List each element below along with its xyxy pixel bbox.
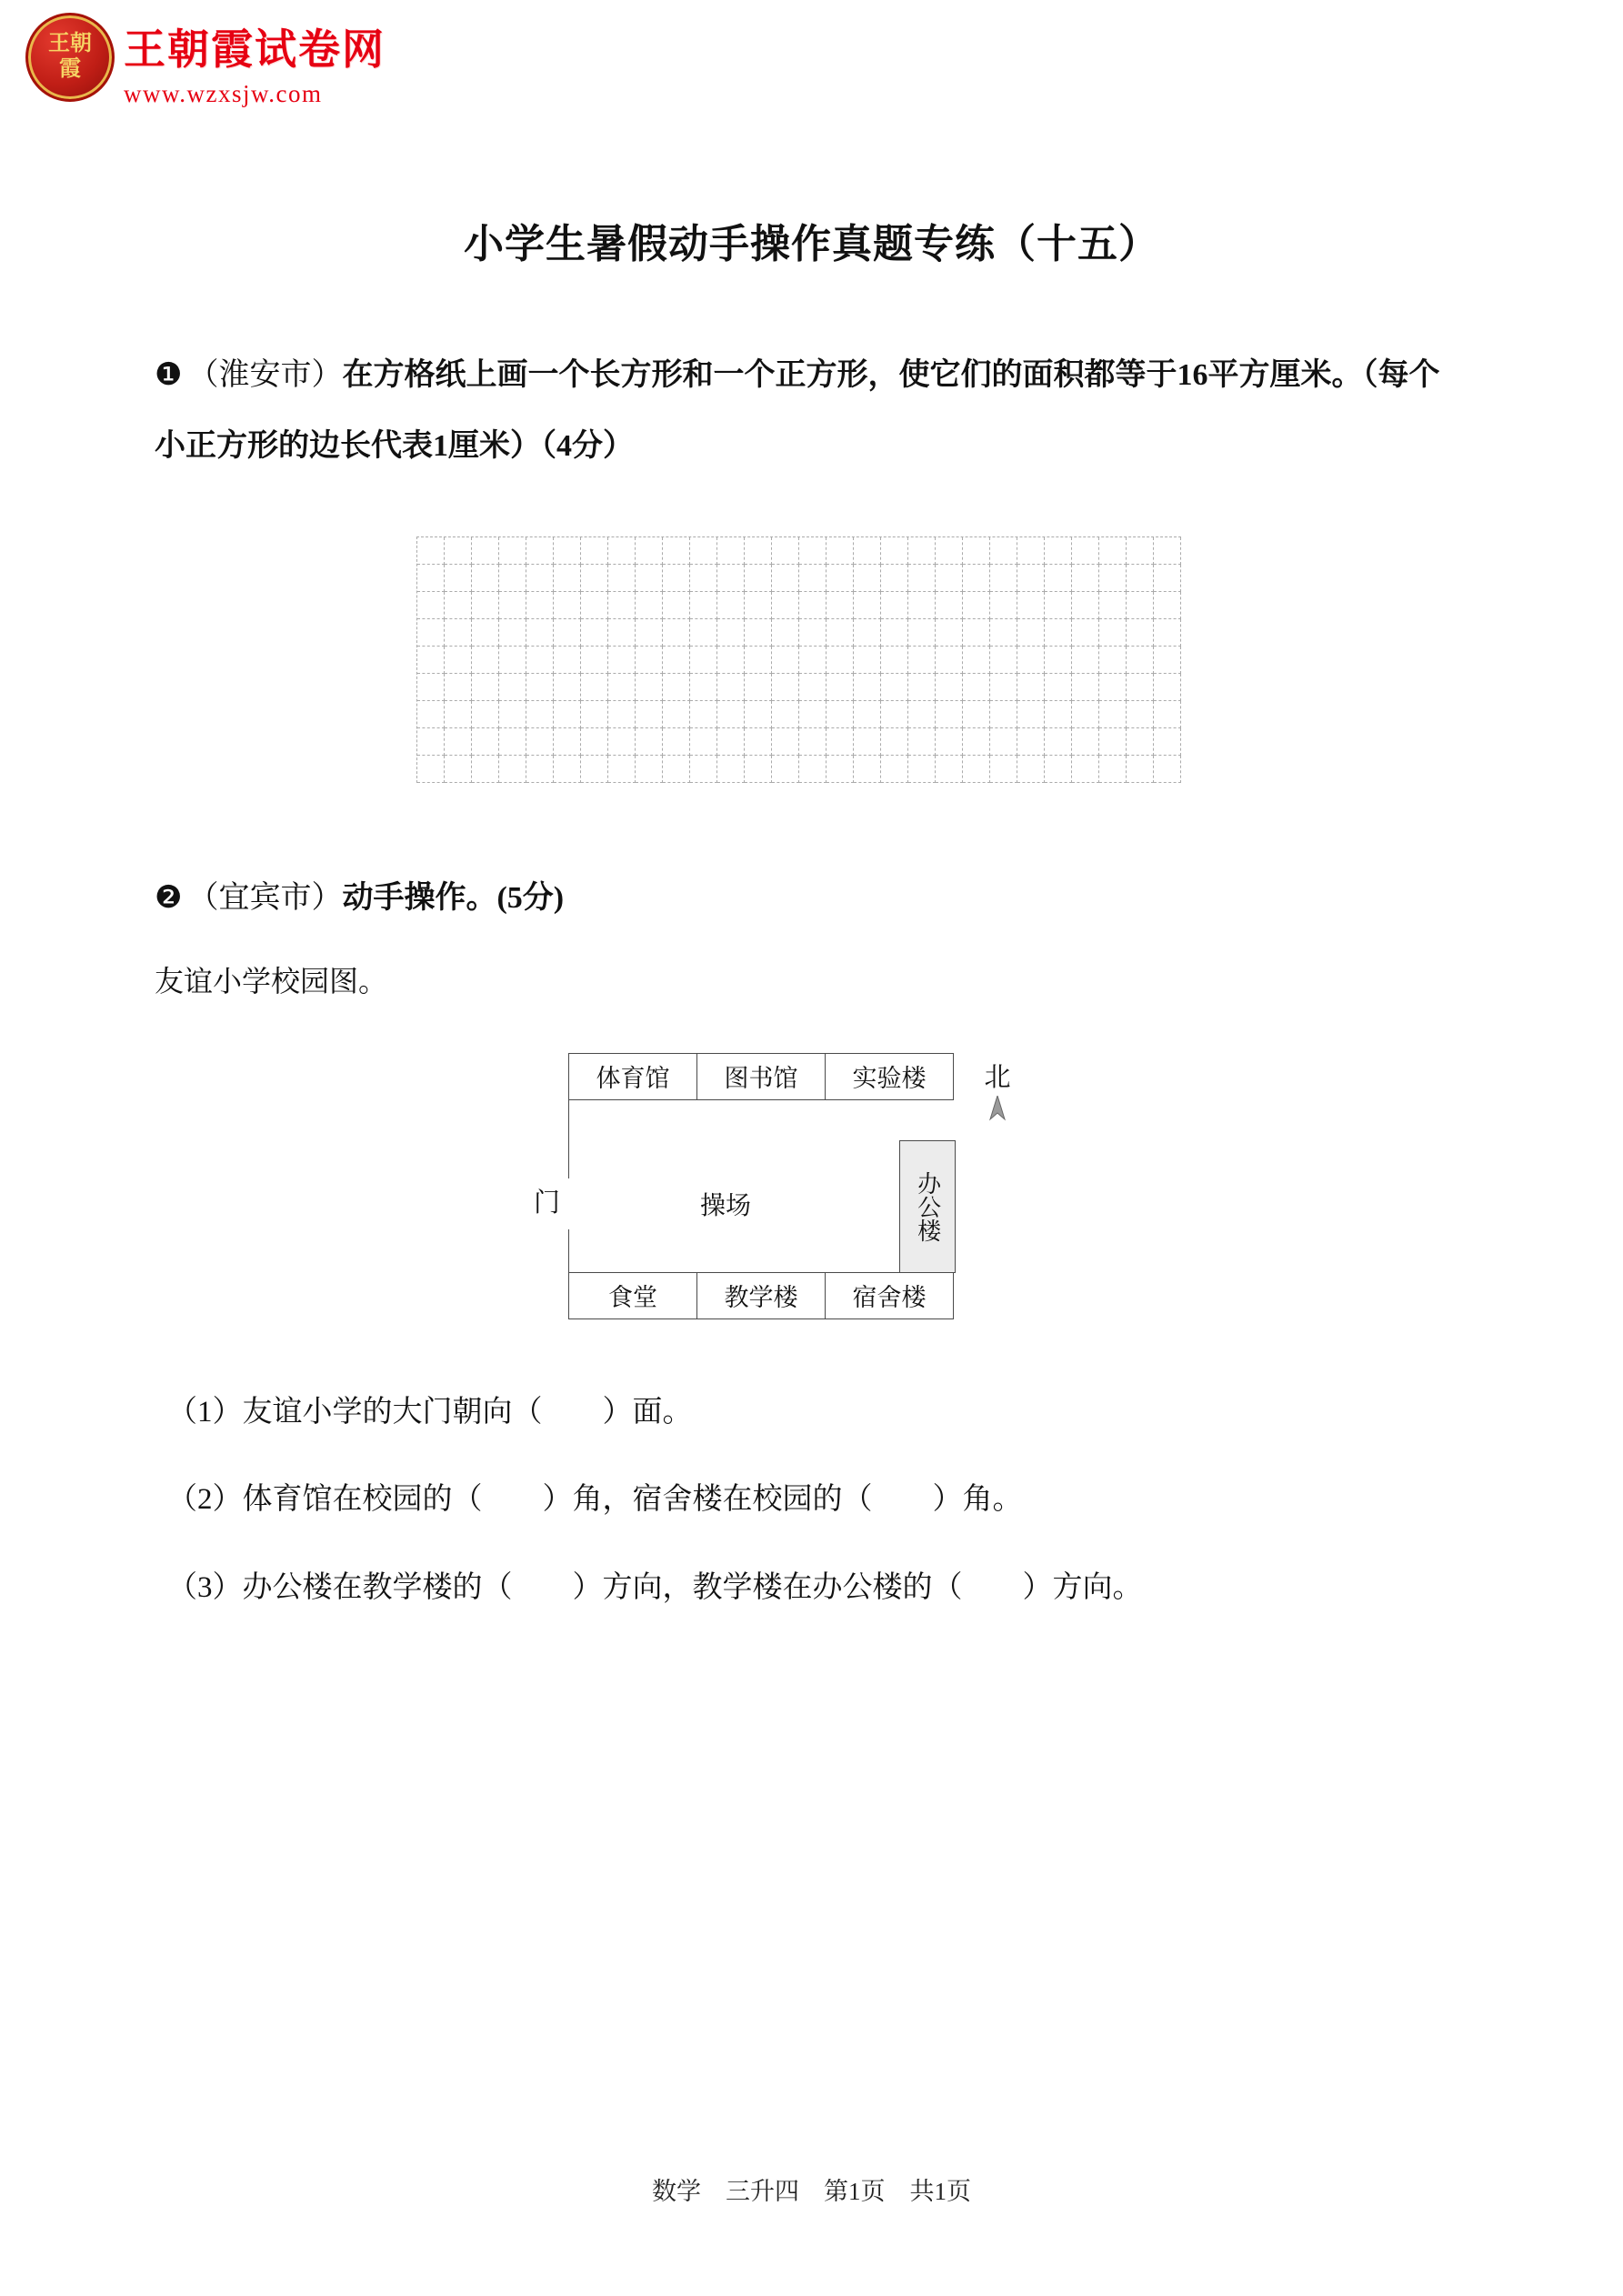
- grid-cell: [990, 619, 1017, 647]
- grid-cell: [690, 592, 717, 619]
- grid-cell: [417, 592, 445, 619]
- brand-name: 王朝霞试卷网: [124, 26, 386, 73]
- site-logo: [25, 13, 386, 108]
- grid-cell: [1045, 647, 1072, 674]
- grid-cell: [1099, 701, 1127, 728]
- grid-cell: [772, 728, 799, 756]
- grid-cell: [526, 756, 554, 783]
- grid-cell: [1154, 592, 1181, 619]
- grid-cell: [608, 728, 636, 756]
- grid-cell: [854, 592, 881, 619]
- grid-cell: [717, 728, 745, 756]
- grid-cell: [963, 728, 990, 756]
- grid-cell: [663, 537, 690, 565]
- grid-cell: [1099, 592, 1127, 619]
- grid-cell: [1017, 701, 1045, 728]
- grid-cell: [526, 565, 554, 592]
- grid-cell: [499, 592, 526, 619]
- question-2-number: ❷: [155, 881, 183, 916]
- grid-cell: [608, 701, 636, 728]
- grid-cell: [526, 619, 554, 647]
- grid-cell: [963, 701, 990, 728]
- grid-cell: [990, 647, 1017, 674]
- grid-cell: [445, 756, 472, 783]
- grid-cell: [417, 619, 445, 647]
- grid-cell: [963, 674, 990, 701]
- grid-cell: [554, 756, 581, 783]
- grid-cell: [690, 619, 717, 647]
- grid-cell: [936, 728, 963, 756]
- grid-cell: [417, 537, 445, 565]
- grid-cell: [417, 565, 445, 592]
- grid-cell: [1072, 756, 1099, 783]
- grid-cell: [1017, 565, 1045, 592]
- grid-cell: [854, 565, 881, 592]
- grid-cell: [1154, 674, 1181, 701]
- grid-cell: [526, 701, 554, 728]
- grid-cell: [990, 701, 1017, 728]
- grid-cell: [499, 674, 526, 701]
- sub-question-1: （1）友谊小学的大门朝向（ ）面。: [167, 1395, 693, 1429]
- grid-cell: [963, 565, 990, 592]
- grid-cell: [881, 592, 908, 619]
- grid-cell: [881, 537, 908, 565]
- grid-cell: [1072, 701, 1099, 728]
- grid-cell: [581, 674, 608, 701]
- grid-cell: [908, 537, 936, 565]
- grid-cell: [581, 728, 608, 756]
- compass-north-label: 北: [984, 1062, 1011, 1092]
- grid-cell: [936, 619, 963, 647]
- grid-cell: [799, 537, 827, 565]
- grid-cell: [1017, 619, 1045, 647]
- grid-cell: [445, 701, 472, 728]
- grid-cell: [608, 619, 636, 647]
- grid-cell: [799, 619, 827, 647]
- grid-paper: [416, 536, 1181, 783]
- grid-cell: [636, 565, 663, 592]
- grid-cell: [663, 592, 690, 619]
- question-2-source: （宜宾市）: [187, 881, 343, 916]
- grid-cell: [1045, 592, 1072, 619]
- grid-cell: [1072, 537, 1099, 565]
- grid-cell: [745, 701, 772, 728]
- grid-cell: [936, 565, 963, 592]
- grid-cell: [772, 674, 799, 701]
- grid-cell: [1072, 565, 1099, 592]
- grid-cell: [1017, 647, 1045, 674]
- grid-cell: [936, 756, 963, 783]
- grid-cell: [717, 537, 745, 565]
- grid-cell: [963, 619, 990, 647]
- grid-cell: [772, 647, 799, 674]
- grid-cell: [1072, 592, 1099, 619]
- grid-cell: [663, 647, 690, 674]
- sub-questions: [167, 1389, 1468, 1612]
- grid-cell: [1045, 565, 1072, 592]
- grid-cell: [581, 537, 608, 565]
- map-building-library: 图书馆: [696, 1053, 826, 1100]
- grid-cell: [799, 701, 827, 728]
- grid-cell: [1017, 592, 1045, 619]
- grid-cell: [854, 756, 881, 783]
- grid-cell: [636, 619, 663, 647]
- grid-cell: [799, 728, 827, 756]
- grid-cell: [581, 592, 608, 619]
- grid-cell: [881, 619, 908, 647]
- grid-cell: [445, 619, 472, 647]
- grid-cell: [663, 674, 690, 701]
- grid-cell: [827, 537, 854, 565]
- grid-cell: [1154, 619, 1181, 647]
- grid-cell: [799, 674, 827, 701]
- grid-cell: [745, 756, 772, 783]
- grid-cell: [417, 701, 445, 728]
- grid-cell: [581, 619, 608, 647]
- grid-cell: [1072, 674, 1099, 701]
- grid-cell: [1127, 537, 1154, 565]
- grid-cell: [1127, 619, 1154, 647]
- grid-cell: [636, 537, 663, 565]
- grid-cell: [1099, 647, 1127, 674]
- grid-cell: [1045, 674, 1072, 701]
- grid-cell: [526, 592, 554, 619]
- brand-url: www.wzxsjw.com: [124, 80, 323, 107]
- grid-cell: [799, 565, 827, 592]
- grid-cell: [636, 647, 663, 674]
- grid-cell: [1045, 728, 1072, 756]
- grid-cell: [1072, 728, 1099, 756]
- grid-cell: [827, 565, 854, 592]
- grid-cell: [417, 756, 445, 783]
- grid-cell: [1127, 701, 1154, 728]
- grid-cell: [854, 619, 881, 647]
- page-title: 小学生暑假动手操作真题专练（十五）: [464, 222, 1159, 266]
- grid-cell: [745, 619, 772, 647]
- map-bottom-row: [568, 1272, 954, 1319]
- grid-cell: [554, 565, 581, 592]
- grid-cell: [690, 701, 717, 728]
- north-arrow-icon: [989, 1096, 1006, 1121]
- grid-cell: [881, 701, 908, 728]
- grid-cell: [1154, 647, 1181, 674]
- grid-cell: [1099, 565, 1127, 592]
- grid-cell: [663, 619, 690, 647]
- grid-cell: [554, 537, 581, 565]
- grid-cell: [717, 592, 745, 619]
- grid-cell: [581, 647, 608, 674]
- grid-cell: [717, 674, 745, 701]
- grid-cell: [745, 537, 772, 565]
- grid-cell: [663, 701, 690, 728]
- grid-cell: [963, 592, 990, 619]
- grid-cell: [881, 674, 908, 701]
- grid-cell: [1017, 756, 1045, 783]
- grid-cell: [608, 756, 636, 783]
- grid-cell: [854, 674, 881, 701]
- grid-cell: [908, 674, 936, 701]
- question-1-number: ❶: [155, 358, 183, 392]
- grid-cell: [881, 756, 908, 783]
- question-2: [155, 863, 1468, 934]
- grid-cell: [690, 537, 717, 565]
- grid-cell: [417, 728, 445, 756]
- map-building-canteen: 食堂: [568, 1272, 697, 1319]
- grid-cell: [908, 592, 936, 619]
- question-1-source: （淮安市）: [187, 358, 343, 392]
- grid-cell: [1154, 565, 1181, 592]
- grid-cell: [526, 647, 554, 674]
- map-left-wall-lower: [568, 1229, 569, 1272]
- grid-cell: [936, 647, 963, 674]
- grid-cell: [608, 592, 636, 619]
- grid-cell: [936, 537, 963, 565]
- grid-cell: [1099, 728, 1127, 756]
- grid-cell: [1154, 728, 1181, 756]
- map-building-gym: 体育馆: [568, 1053, 697, 1100]
- grid-cell: [827, 674, 854, 701]
- grid-cell: [827, 728, 854, 756]
- grid-cell: [1154, 701, 1181, 728]
- grid-cell: [990, 674, 1017, 701]
- grid-cell: [963, 537, 990, 565]
- grid-cell: [772, 756, 799, 783]
- brand-seal-text: 王朝霞: [48, 32, 92, 81]
- grid-cell: [717, 701, 745, 728]
- grid-cell: [854, 647, 881, 674]
- grid-cell: [936, 592, 963, 619]
- grid-cell: [854, 537, 881, 565]
- grid-cell: [472, 565, 499, 592]
- grid-cell: [827, 619, 854, 647]
- grid-cell: [908, 701, 936, 728]
- grid-cell: [499, 701, 526, 728]
- grid-cell: [526, 537, 554, 565]
- grid-cell: [690, 674, 717, 701]
- grid-cell: [963, 647, 990, 674]
- grid-cell: [990, 537, 1017, 565]
- grid-cell: [772, 537, 799, 565]
- grid-cell: [881, 728, 908, 756]
- grid-cell: [445, 647, 472, 674]
- grid-cell: [1099, 537, 1127, 565]
- page-footer: 数学 三升四 第1页 共1页: [652, 2178, 971, 2205]
- question-2-text: 动手操作。(5分): [342, 881, 565, 916]
- grid-cell: [1045, 756, 1072, 783]
- grid-cell: [1017, 537, 1045, 565]
- grid-cell: [1154, 537, 1181, 565]
- grid-cell: [472, 592, 499, 619]
- map-left-wall-upper: [568, 1100, 569, 1178]
- grid-cell: [1127, 565, 1154, 592]
- grid-cell: [963, 756, 990, 783]
- grid-cell: [472, 647, 499, 674]
- grid-cell: [936, 701, 963, 728]
- grid-cell: [1017, 674, 1045, 701]
- grid-cell: [1127, 592, 1154, 619]
- grid-cell: [908, 619, 936, 647]
- grid-cell: [990, 565, 1017, 592]
- grid-cell: [854, 728, 881, 756]
- grid-cell: [581, 701, 608, 728]
- grid-cell: [881, 647, 908, 674]
- grid-cell: [663, 565, 690, 592]
- grid-cell: [690, 756, 717, 783]
- grid-cell: [799, 756, 827, 783]
- brand-seal-icon: [25, 13, 115, 102]
- grid-cell: [554, 592, 581, 619]
- grid-cell: [745, 674, 772, 701]
- grid-cell: [827, 592, 854, 619]
- grid-cell: [717, 565, 745, 592]
- grid-cell: [745, 647, 772, 674]
- grid-cell: [608, 647, 636, 674]
- map-building-teaching: 教学楼: [696, 1272, 826, 1319]
- grid-cell: [1099, 674, 1127, 701]
- grid-cell: [499, 619, 526, 647]
- grid-cell: [554, 674, 581, 701]
- grid-cell: [990, 756, 1017, 783]
- map-top-row: [568, 1053, 954, 1100]
- map-gate-label: 门: [534, 1188, 561, 1218]
- grid-cell: [581, 756, 608, 783]
- grid-cell: [636, 701, 663, 728]
- grid-cell: [554, 619, 581, 647]
- grid-cell: [554, 728, 581, 756]
- grid-cell: [799, 647, 827, 674]
- grid-cell: [636, 728, 663, 756]
- brand-block: [124, 13, 386, 108]
- grid-cell: [663, 728, 690, 756]
- grid-cell: [499, 537, 526, 565]
- grid-cell: [499, 565, 526, 592]
- map-building-office: 办公楼: [899, 1140, 956, 1273]
- grid-cell: [690, 565, 717, 592]
- grid-cell: [1127, 756, 1154, 783]
- grid-cell: [608, 537, 636, 565]
- grid-cell: [445, 728, 472, 756]
- grid-cell: [526, 728, 554, 756]
- grid-cell: [554, 701, 581, 728]
- grid-cell: [772, 592, 799, 619]
- grid-cell: [717, 647, 745, 674]
- grid-cell: [690, 647, 717, 674]
- grid-cell: [799, 592, 827, 619]
- grid-cell: [908, 647, 936, 674]
- grid-cell: [827, 701, 854, 728]
- grid-cell: [417, 647, 445, 674]
- grid-cell: [636, 756, 663, 783]
- grid-cell: [1127, 647, 1154, 674]
- map-building-dorm: 宿舍楼: [825, 1272, 954, 1319]
- grid-cell: [472, 701, 499, 728]
- grid-cell: [772, 701, 799, 728]
- grid-cell: [472, 728, 499, 756]
- question-1-text: 在方格纸上画一个长方形和一个正方形，使它们的面积都等于16平方厘米。（每个小正方形的边长代表1厘米）（4分）: [155, 358, 1440, 464]
- campus-map-caption: 友谊小学校园图。: [155, 964, 388, 998]
- grid-cell: [472, 674, 499, 701]
- grid-cell: [636, 592, 663, 619]
- grid-cell: [417, 674, 445, 701]
- grid-cell: [827, 647, 854, 674]
- grid-cell: [936, 674, 963, 701]
- grid-cell: [499, 647, 526, 674]
- map-playground-label: 操场: [699, 1191, 751, 1220]
- question-1: [155, 340, 1468, 482]
- grid-cell: [445, 565, 472, 592]
- grid-cell: [1045, 537, 1072, 565]
- grid-cell: [717, 619, 745, 647]
- grid-cell: [472, 537, 499, 565]
- grid-cell: [472, 756, 499, 783]
- grid-cell: [1045, 619, 1072, 647]
- grid-cell: [745, 565, 772, 592]
- grid-cell: [663, 756, 690, 783]
- grid-cell: [1072, 647, 1099, 674]
- grid-cell: [526, 674, 554, 701]
- grid-cell: [990, 592, 1017, 619]
- grid-cell: [717, 756, 745, 783]
- grid-cell: [1072, 619, 1099, 647]
- grid-cell: [690, 728, 717, 756]
- grid-cell: [772, 565, 799, 592]
- grid-cell: [445, 674, 472, 701]
- compass-north: [979, 1057, 1016, 1121]
- grid-cell: [827, 756, 854, 783]
- grid-cell: [854, 701, 881, 728]
- grid-cell: [1154, 756, 1181, 783]
- grid-cell: [1099, 756, 1127, 783]
- grid-paper-wrap: [416, 536, 1468, 783]
- grid-cell: [881, 565, 908, 592]
- grid-cell: [554, 647, 581, 674]
- grid-cell: [1017, 728, 1045, 756]
- grid-cell: [445, 537, 472, 565]
- grid-cell: [499, 728, 526, 756]
- grid-cell: [1127, 674, 1154, 701]
- sub-question-3: （3）办公楼在教学楼的（ ）方向，教学楼在办公楼的（ ）方向。: [167, 1571, 1143, 1605]
- grid-cell: [499, 756, 526, 783]
- sub-question-2: （2）体育馆在校园的（ ）角，宿舍楼在校园的（ ）角。: [167, 1483, 1023, 1517]
- grid-cell: [908, 756, 936, 783]
- grid-cell: [608, 674, 636, 701]
- grid-cell: [1099, 619, 1127, 647]
- map-building-lab: 实验楼: [825, 1053, 954, 1100]
- grid-cell: [745, 728, 772, 756]
- campus-map: [534, 1053, 1011, 1319]
- grid-cell: [745, 592, 772, 619]
- grid-cell: [990, 728, 1017, 756]
- grid-cell: [772, 619, 799, 647]
- grid-cell: [908, 565, 936, 592]
- grid-cell: [908, 728, 936, 756]
- grid-cell: [581, 565, 608, 592]
- grid-cell: [636, 674, 663, 701]
- grid-cell: [1127, 728, 1154, 756]
- grid-cell: [472, 619, 499, 647]
- grid-cell: [608, 565, 636, 592]
- grid-cell: [1045, 701, 1072, 728]
- grid-cell: [445, 592, 472, 619]
